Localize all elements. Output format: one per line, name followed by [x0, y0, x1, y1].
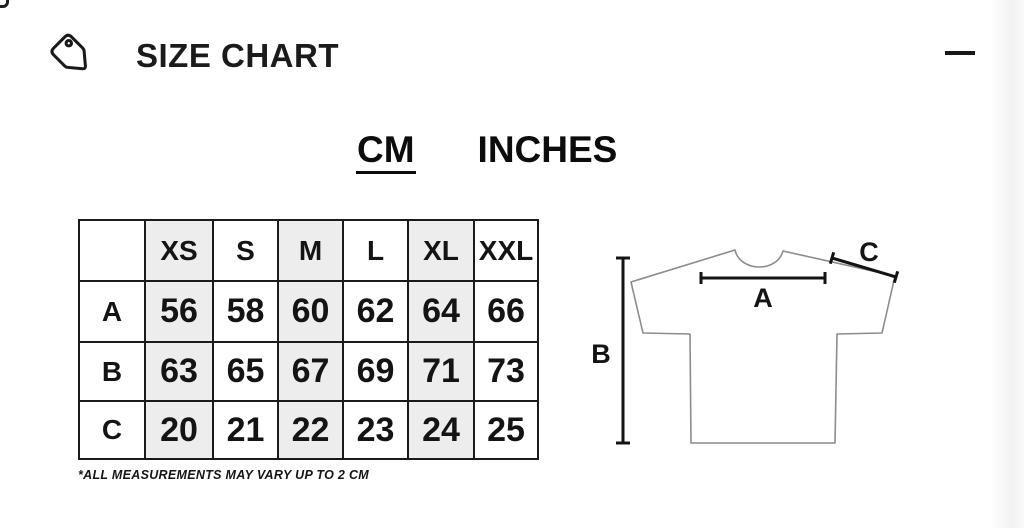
col-header-s: S — [213, 220, 278, 281]
page-title: SIZE CHART — [136, 37, 339, 74]
diagram-label-a: A — [753, 283, 773, 313]
cell-c-xs: 20 — [145, 401, 213, 459]
cell-c-xl: 24 — [408, 401, 474, 459]
cell-a-l: 62 — [343, 281, 408, 342]
tab-inches[interactable]: INCHES — [477, 129, 618, 170]
col-header-m: M — [278, 220, 343, 281]
col-header-xl: XL — [408, 220, 474, 281]
cell-b-m: 67 — [278, 342, 343, 401]
table-row — [79, 401, 538, 459]
tshirt-measurement-diagram — [580, 220, 1000, 460]
cell-a-xxl: 66 — [474, 281, 538, 342]
cell-b-l: 69 — [343, 342, 408, 401]
diagram-label-b: B — [591, 339, 611, 369]
row-label-a: A — [79, 281, 145, 342]
row-label-b: B — [79, 342, 145, 401]
collapse-button[interactable] — [938, 42, 982, 64]
measurement-disclaimer: *ALL MEASUREMENTS MAY VARY UP TO 2 CM — [78, 468, 370, 482]
col-header-xs: XS — [145, 220, 213, 281]
cell-b-xl: 71 — [408, 342, 474, 401]
cell-a-s: 58 — [213, 281, 278, 342]
cell-c-l: 23 — [343, 401, 408, 459]
size-table — [78, 219, 539, 460]
measure-line-b — [616, 258, 630, 443]
table-corner-cell — [79, 220, 145, 281]
table-row — [79, 342, 538, 401]
cropped-corner-fragment — [0, 0, 9, 8]
row-label-c: C — [79, 401, 145, 459]
col-header-xxl: XXL — [474, 220, 538, 281]
cell-c-s: 21 — [213, 401, 278, 459]
diagram-label-c: C — [859, 237, 879, 267]
cell-b-xxl: 73 — [474, 342, 538, 401]
table-row — [79, 281, 538, 342]
cell-b-xs: 63 — [145, 342, 213, 401]
cell-a-m: 60 — [278, 281, 343, 342]
minus-dash-icon — [945, 51, 975, 55]
cell-c-xxl: 25 — [474, 401, 538, 459]
unit-toggle — [356, 131, 618, 174]
col-header-l: L — [343, 220, 408, 281]
tag-icon — [46, 29, 98, 81]
cell-a-xs: 56 — [145, 281, 213, 342]
cell-c-m: 22 — [278, 401, 343, 459]
cell-b-s: 65 — [213, 342, 278, 401]
table-header-row — [79, 220, 538, 281]
tab-cm[interactable]: CM — [356, 131, 416, 174]
cell-a-xl: 64 — [408, 281, 474, 342]
